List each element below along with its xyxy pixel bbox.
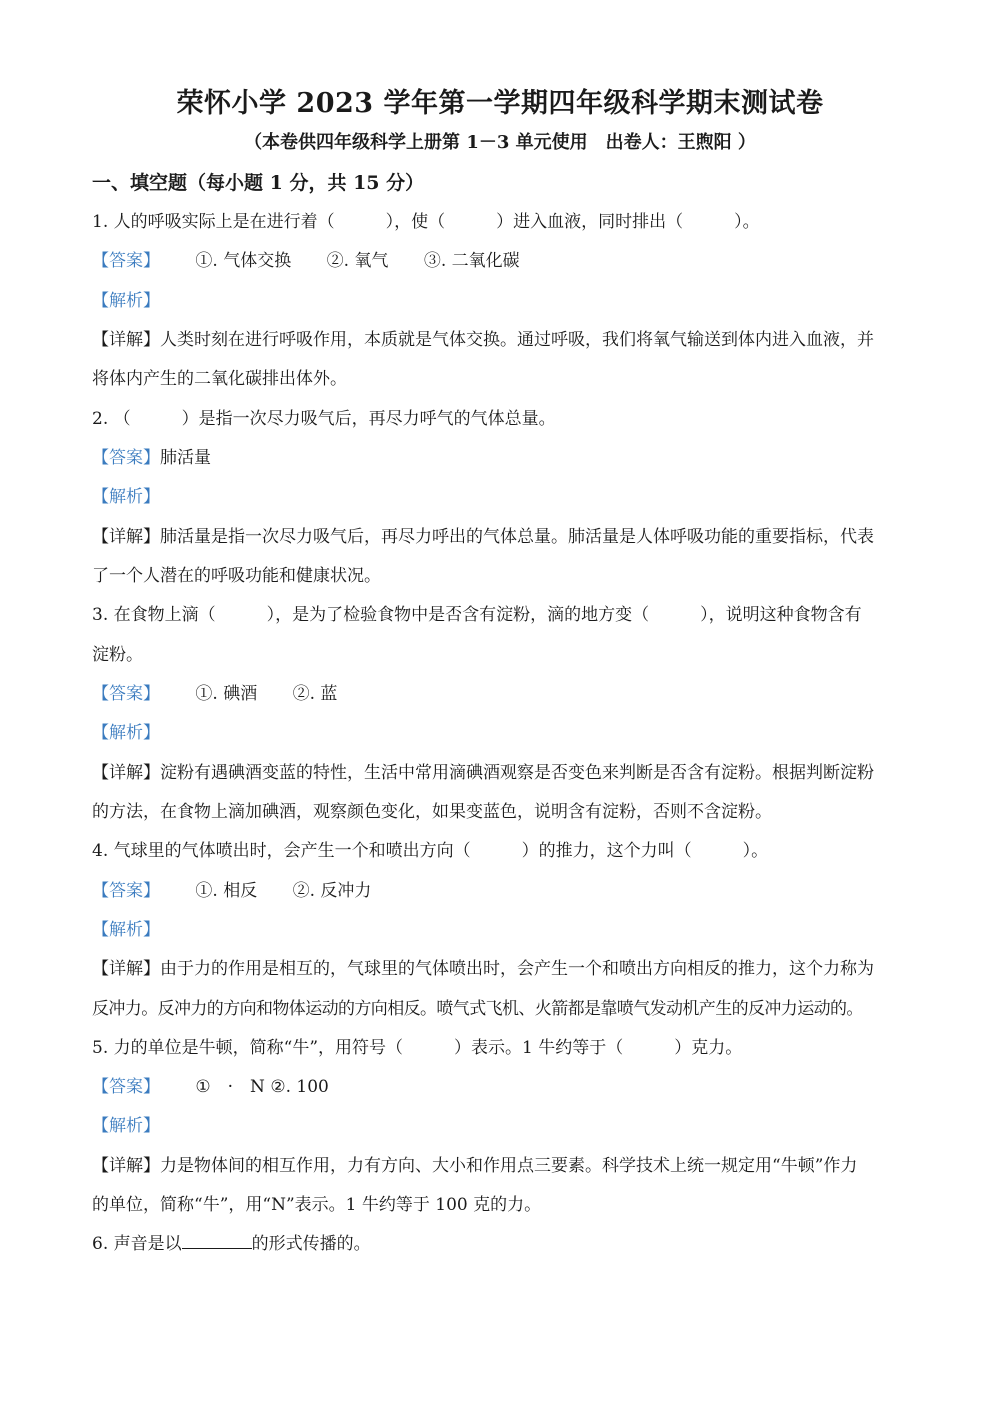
detail-text: 了一个人潜在的呼吸功能和健康状况。 <box>92 566 381 586</box>
analysis-label: 【解析】 <box>92 920 160 940</box>
answer-item: ②. 氧气 <box>326 251 389 271</box>
answer-label: 【答案】 <box>92 684 160 704</box>
answer-item: ②. 蓝 <box>292 684 338 704</box>
detail-text: 的方法，在食物上滴加碘酒，观察颜色变化，如果变蓝色，说明含有淀粉，否则不含淀粉。 <box>92 802 772 822</box>
detail-text: 力是物体间的相互作用，力有方向、大小和作用点三要素。科学技术上统一规定用“牛顿”作力 <box>160 1156 858 1176</box>
question-text: 6. 声音是以 <box>92 1234 182 1254</box>
answer-item: ① · N <box>195 1077 265 1097</box>
question-2: 2. （ ）是指一次尽力吸气后，再尽力呼气的气体总量。 <box>92 409 556 429</box>
question-1: 1. 人的呼吸实际上是在进行着（ ），使（ ）进入血液，同时排出（ ）。 <box>92 212 760 232</box>
answer-item: 肺活量 <box>160 448 211 468</box>
answer-item: ②. 100 <box>270 1077 329 1097</box>
answer-item: ①. 相反 <box>195 881 258 901</box>
analysis-label: 【解析】 <box>92 723 160 743</box>
question-3-cont: 淀粉。 <box>92 645 143 665</box>
answer-5 <box>92 1072 922 1102</box>
answer-label: 【答案】 <box>92 881 160 901</box>
question-4: 4. 气球里的气体喷出时，会产生一个和喷出方向（ ）的推力，这个力叫（ ）。 <box>92 841 769 861</box>
answer-label: 【答案】 <box>92 251 160 271</box>
answer-4 <box>92 876 922 906</box>
analysis-label: 【解析】 <box>92 291 160 311</box>
detail-1 <box>92 325 922 355</box>
analysis-label: 【解析】 <box>92 1116 160 1136</box>
section-heading: 一、填空题（每小题 1 分，共 15 分） <box>92 172 425 194</box>
question-5: 5. 力的单位是牛顿，简称“牛”，用符号（ ）表示。1 牛约等于（ ）克力。 <box>92 1038 743 1058</box>
detail-label: 【详解】 <box>92 330 160 350</box>
detail-3 <box>92 758 922 788</box>
answer-item: ②. 反冲力 <box>292 881 372 901</box>
detail-label: 【详解】 <box>92 959 160 979</box>
question-3: 3. 在食物上滴（ ），是为了检验食物中是否含有淀粉，滴的地方变（ ），说明这种食物含有 <box>92 605 862 625</box>
answer-1 <box>92 246 922 276</box>
page-title: 荣怀小学 2023 学年第一学期四年级科学期末测试卷 <box>176 88 824 119</box>
analysis-label: 【解析】 <box>92 487 160 507</box>
answer-item: ①. 气体交换 <box>195 251 292 271</box>
answer-2 <box>92 443 922 473</box>
detail-text: 将体内产生的二氧化碳排出体外。 <box>92 369 347 389</box>
answer-label: 【答案】 <box>92 448 160 468</box>
answer-item: ①. 碘酒 <box>195 684 258 704</box>
answer-3 <box>92 679 922 709</box>
detail-2 <box>92 522 922 552</box>
detail-5 <box>92 1151 922 1181</box>
detail-text: 肺活量是指一次尽力吸气后，再尽力呼出的气体总量。肺活量是人体呼吸功能的重要指标，代表 <box>160 527 874 547</box>
detail-text: 人类时刻在进行呼吸作用，本质就是气体交换。通过呼吸，我们将氧气输送到体内进入血液，并 <box>160 330 874 350</box>
detail-text: 反冲力。反冲力的方向和物体运动的方向相反。喷气式飞机、火箭都是靠喷气发动机产生的反冲力运动的。 <box>92 999 863 1019</box>
answer-item: ③. 二氧化碳 <box>423 251 520 271</box>
answer-label: 【答案】 <box>92 1077 160 1097</box>
detail-label: 【详解】 <box>92 763 160 783</box>
question-6 <box>92 1229 922 1259</box>
page-subtitle: （本卷供四年级科学上册第 1－3 单元使用 出卷人：王煦阳 ） <box>244 132 756 153</box>
detail-text: 由于力的作用是相互的，气球里的气体喷出时，会产生一个和喷出方向相反的推力，这个力称为 <box>160 959 874 979</box>
detail-text: 的单位，简称“牛”，用“N”表示。1 牛约等于 100 克的力。 <box>92 1195 542 1215</box>
detail-text: 淀粉有遇碘酒变蓝的特性，生活中常用滴碘酒观察是否变色来判断是否含有淀粉。根据判断淀粉 <box>160 763 874 783</box>
question-text: 的形式传播的。 <box>251 1234 371 1254</box>
detail-label: 【详解】 <box>92 1156 160 1176</box>
detail-label: 【详解】 <box>92 527 160 547</box>
fill-blank <box>182 1230 252 1249</box>
detail-4 <box>92 954 922 984</box>
